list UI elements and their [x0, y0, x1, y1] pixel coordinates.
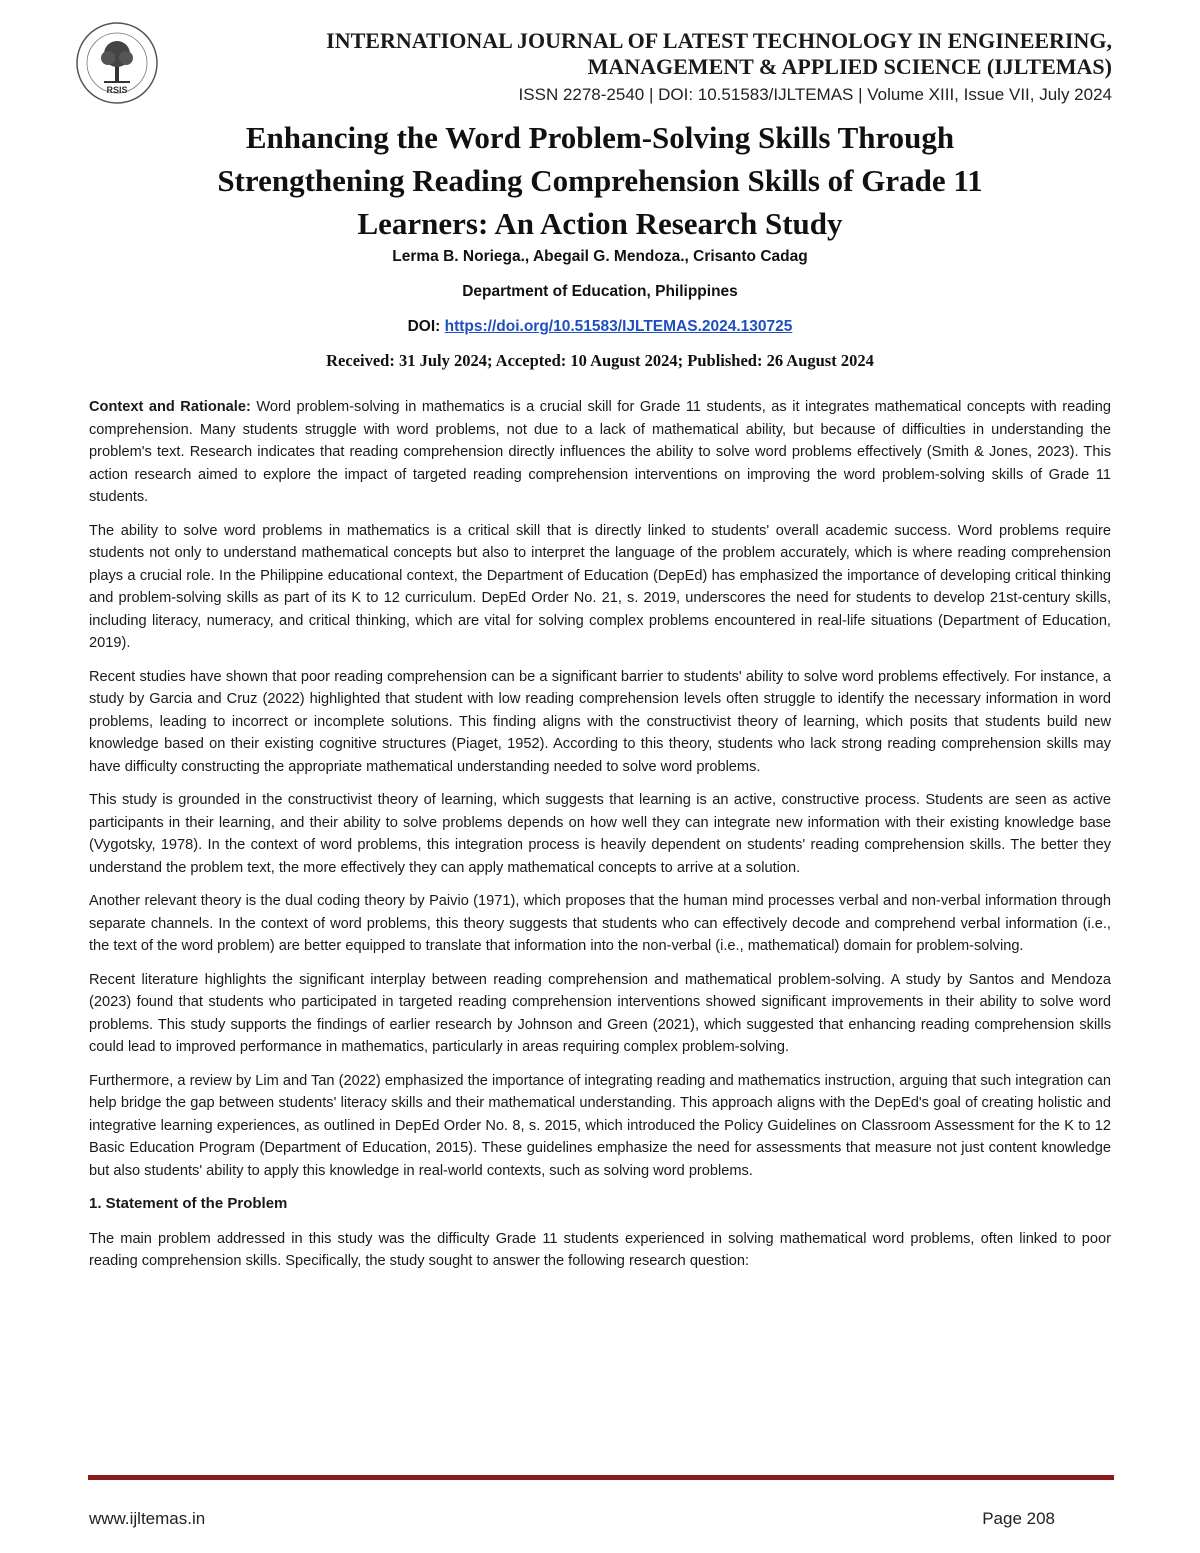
paragraph: Another relevant theory is the dual coding theory by Paivio (1971), which proposes that the human mind processes verbal and non-verbal information through separate channels. In the context of word problems, this theory suggests that students who can effectively decode and comprehend verbal information (i.e., the text of the word problem) are better equipped to translate that information into the non-verbal (i.e., mathematical) domain for problem-solving.: [89, 893, 1111, 954]
title-line3: Learners: An Action Research Study: [357, 206, 843, 241]
logo-label: RSIS: [106, 85, 128, 95]
title-line1: Enhancing the Word Problem-Solving Skills Through: [245, 120, 955, 155]
article-body: [89, 396, 1111, 1284]
paragraph-lead: Context and Rationale:: [89, 399, 251, 415]
journal-logo: [74, 20, 160, 106]
journal-meta: ISSN 2278-2540 | DOI: 10.51583/IJLTEMAS | Volume XIII, Issue VII, July 2024: [518, 85, 1112, 104]
journal-title: [212, 28, 1112, 80]
journal-title-line1: INTERNATIONAL JOURNAL OF LATEST TECHNOLOGY IN ENGINEERING,: [326, 28, 1112, 53]
affiliation: Department of Education, Philippines: [462, 283, 738, 300]
page-number: Page 208: [982, 1509, 1055, 1528]
doi-line: [90, 318, 1110, 336]
doi-link[interactable]: https://doi.org/10.51583/IJLTEMAS.2024.130725: [444, 318, 793, 335]
tree-icon: [101, 41, 133, 82]
footer-website: www.ijltemas.in: [89, 1509, 206, 1528]
paragraph: The ability to solve word problems in mathematics is a critical skill that is directly linked to students' overall academic success. Word problems require students not only to understand mathematical concepts but also to interpret the language of the problem accurately, which is where reading comprehension plays a crucial role. In the Philippine educational context, the Department of Education (DepEd) has emphasized the importance of developing critical thinking and problem-solving skills as part of its K to 12 curriculum. DepEd Order No. 21, s. 2019, underscores the need for students to develop 21st-century skills, including literacy, numeracy, and critical thinking, which are vital for solving complex problems encountered in real-life situations (Department of Education, 2019).: [89, 522, 1111, 651]
paragraph-context: [89, 396, 1111, 509]
doi-label: DOI:: [407, 318, 441, 335]
section-heading: 1. Statement of the Problem: [89, 1195, 288, 1212]
paragraph: Recent studies have shown that poor reading comprehension can be a significant barrier to students' ability to solve word problems effectively. For instance, a study by Garcia and Cruz (2022) highlighted that student with low reading comprehension levels often struggle to identify the necessary information in word problems, leading to incorrect or incomplete solutions. This finding aligns with the constructivist theory of learning, which posits that students build new knowledge based on their existing cognitive structures (Piaget, 1952). According to this theory, students who lack strong reading comprehension skills may have difficulty constructing the appropriate mathematical understanding needed to solve word problems.: [89, 668, 1111, 775]
paragraph: Furthermore, a review by Lim and Tan (2022) emphasized the importance of integrating reading and mathematics instruction, arguing that such integration can help bridge the gap between students' literacy skills and their mathematical understanding. This approach aligns with the DepEd's goal of creating holistic and integrative learning experiences, as outlined in DepEd Order No. 8, s. 2015, which introduced the Policy Guidelines on Classroom Assessment for the K to 12 Basic Education Program (Department of Education, 2015). These guidelines emphasize the need for assessments that measure not just content knowledge but also students' ability to apply this knowledge in real-world contexts, such as solving word problems.: [89, 1072, 1111, 1179]
paper-title: [90, 116, 1110, 245]
journal-title-line2: MANAGEMENT & APPLIED SCIENCE (IJLTEMAS): [587, 54, 1112, 79]
paragraph: This study is grounded in the constructivist theory of learning, which suggests that learning is an active, constructive process. Students are seen as active participants in their learning, and their ability to solve problems depends on how well they can integrate new information with their existing knowledge base (Vygotsky, 1978). In the context of word problems, this integration process is heavily dependent on students' reading comprehension skills. The better they understand the problem text, the more effectively they can apply mathematical concepts to arrive at a solution.: [89, 792, 1111, 876]
paragraph-text: Word problem-solving in mathematics is a crucial skill for Grade 11 students, as it integrates mathematical concepts with reading comprehension. Many students struggle with word problems, not due to a lack of mathematical ability, but because of difficulties in understanding the problem's text. Research indicates that reading comprehension directly influences the ability to solve word problems effectively (Smith & Jones, 2023). This action research aimed to explore the impact of targeted reading comprehension interventions on improving the word problem-solving skills of Grade 11 students.: [89, 399, 1111, 505]
footer-rule: [88, 1475, 1114, 1480]
title-line2: Strengthening Reading Comprehension Skills of Grade 11: [217, 163, 983, 198]
publication-dates: Received: 31 July 2024; Accepted: 10 August 2024; Published: 26 August 2024: [326, 351, 874, 370]
paragraph: The main problem addressed in this study was the difficulty Grade 11 students experienced in solving mathematical word problems, often linked to poor reading comprehension skills. Specifically, the study sought to answer the following research question:: [89, 1230, 1111, 1269]
authors: Lerma B. Noriega., Abegail G. Mendoza., Crisanto Cadag: [392, 248, 808, 265]
paragraph: Recent literature highlights the significant interplay between reading comprehension and mathematical problem-solving. A study by Santos and Mendoza (2023) found that students who participated in targeted reading comprehension interventions showed significant improvements in their ability to solve word problems. This study supports the findings of earlier research by Johnson and Green (2021), which suggested that enhancing reading comprehension skills could lead to improved performance in mathematics, particularly in areas requiring complex problem-solving.: [89, 971, 1111, 1055]
